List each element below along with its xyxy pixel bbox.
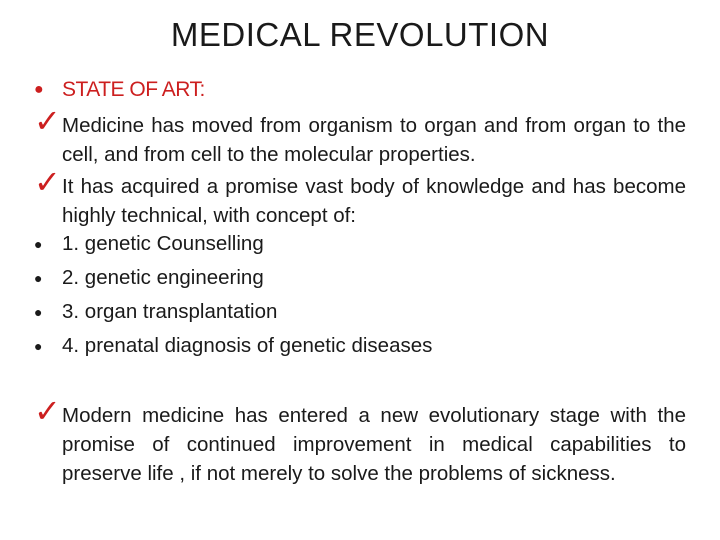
checkmark-icon: ✓	[34, 163, 61, 201]
checkmark-icon: ✓	[34, 102, 61, 140]
paragraph-text: Medicine has moved from organism to organ and from organ to the cell, and from cell to the molecular properties.	[62, 114, 686, 166]
paragraph-organism-to-molecular	[34, 102, 686, 169]
round-bullet-icon: ●	[34, 236, 43, 252]
list-item	[34, 266, 264, 290]
list-item-text: 4. prenatal diagnosis of genetic diseases	[62, 334, 433, 357]
section-heading: STATE OF ART:	[62, 78, 205, 101]
paragraph-modern-medicine	[34, 392, 686, 488]
list-item	[34, 232, 264, 256]
list-item	[34, 300, 277, 324]
round-bullet-icon: ●	[34, 304, 43, 320]
list-item	[34, 334, 432, 358]
list-item-text: 1. genetic Counselling	[62, 232, 264, 255]
list-item-text: 3. organ transplantation	[62, 300, 278, 323]
list-item-text: 2. genetic engineering	[62, 266, 264, 289]
section-heading-row	[34, 78, 205, 102]
slide-title: MEDICAL REVOLUTION	[170, 16, 550, 53]
checkmark-icon: ✓	[34, 392, 61, 430]
round-bullet-icon: ●	[34, 81, 44, 98]
paragraph-body-of-knowledge	[34, 163, 686, 230]
round-bullet-icon: ●	[34, 338, 43, 354]
paragraph-text: It has acquired a promise vast body of knowledge and has become highly technical, with concept of:	[62, 175, 686, 227]
round-bullet-icon: ●	[34, 270, 43, 286]
paragraph-text: Modern medicine has entered a new evolutionary stage with the promise of continued improvement in medical capabilities to preserve life , if not merely to solve the problems of sickness.	[62, 404, 686, 485]
